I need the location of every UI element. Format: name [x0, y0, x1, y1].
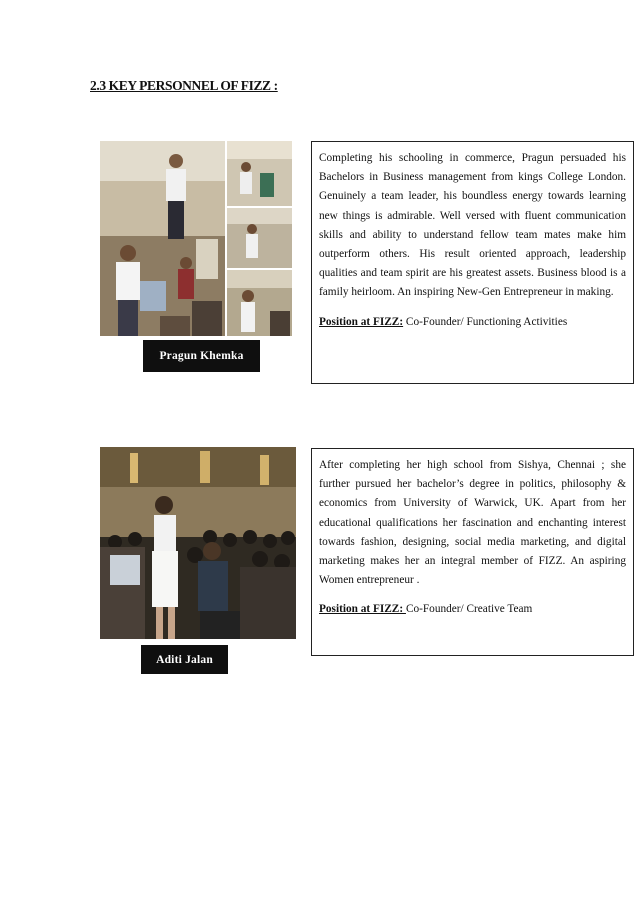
section-heading: 2.3 KEY PERSONNEL OF FIZZ :	[90, 78, 278, 93]
pragun-position-label: Position at FIZZ:	[319, 315, 404, 328]
aditi-bio-box	[311, 448, 634, 656]
pragun-bio-text: Completing his schooling in commerce, Pragun persuaded his Bachelors in Business management from kings College London. Genuinely a team leader, his boundless energy towards learning new things is admirable. Well versed with fluent communication skills and ability to understand fellow team mates make him outperform others. His result oriented approach, leadership qualities and team spirit are his greatest assets. Business blood is a family heirloom. An inspiring New-Gen Entrepreneur in making.	[319, 152, 626, 299]
aditi-name-label: Aditi Jalan	[141, 645, 228, 674]
aditi-position-value: Co-Founder/ Creative Team	[405, 603, 533, 616]
pragun-position	[319, 313, 626, 332]
pragun-bio-box	[311, 141, 634, 384]
aditi-photo	[100, 447, 296, 639]
aditi-position-label: Position at FIZZ:	[319, 603, 406, 616]
aditi-bio-text: After completing her high school from Sishya, Chennai ; she further pursued her bachelor’s degree in politics, philosophy & economics from University of Warwick, UK. Apart from her educational qualifications her fascination and enchanting interest towards fashion, designing, social media marketing, and digital marketing makes her an integral member of FIZZ. An aspiring Women entrepreneur .	[319, 459, 626, 587]
pragun-name-label: Pragun Khemka	[143, 340, 260, 372]
pragun-photo-collage	[100, 141, 292, 336]
pragun-position-value: Co-Founder/ Functioning Activities	[403, 315, 568, 328]
aditi-position	[319, 600, 626, 619]
